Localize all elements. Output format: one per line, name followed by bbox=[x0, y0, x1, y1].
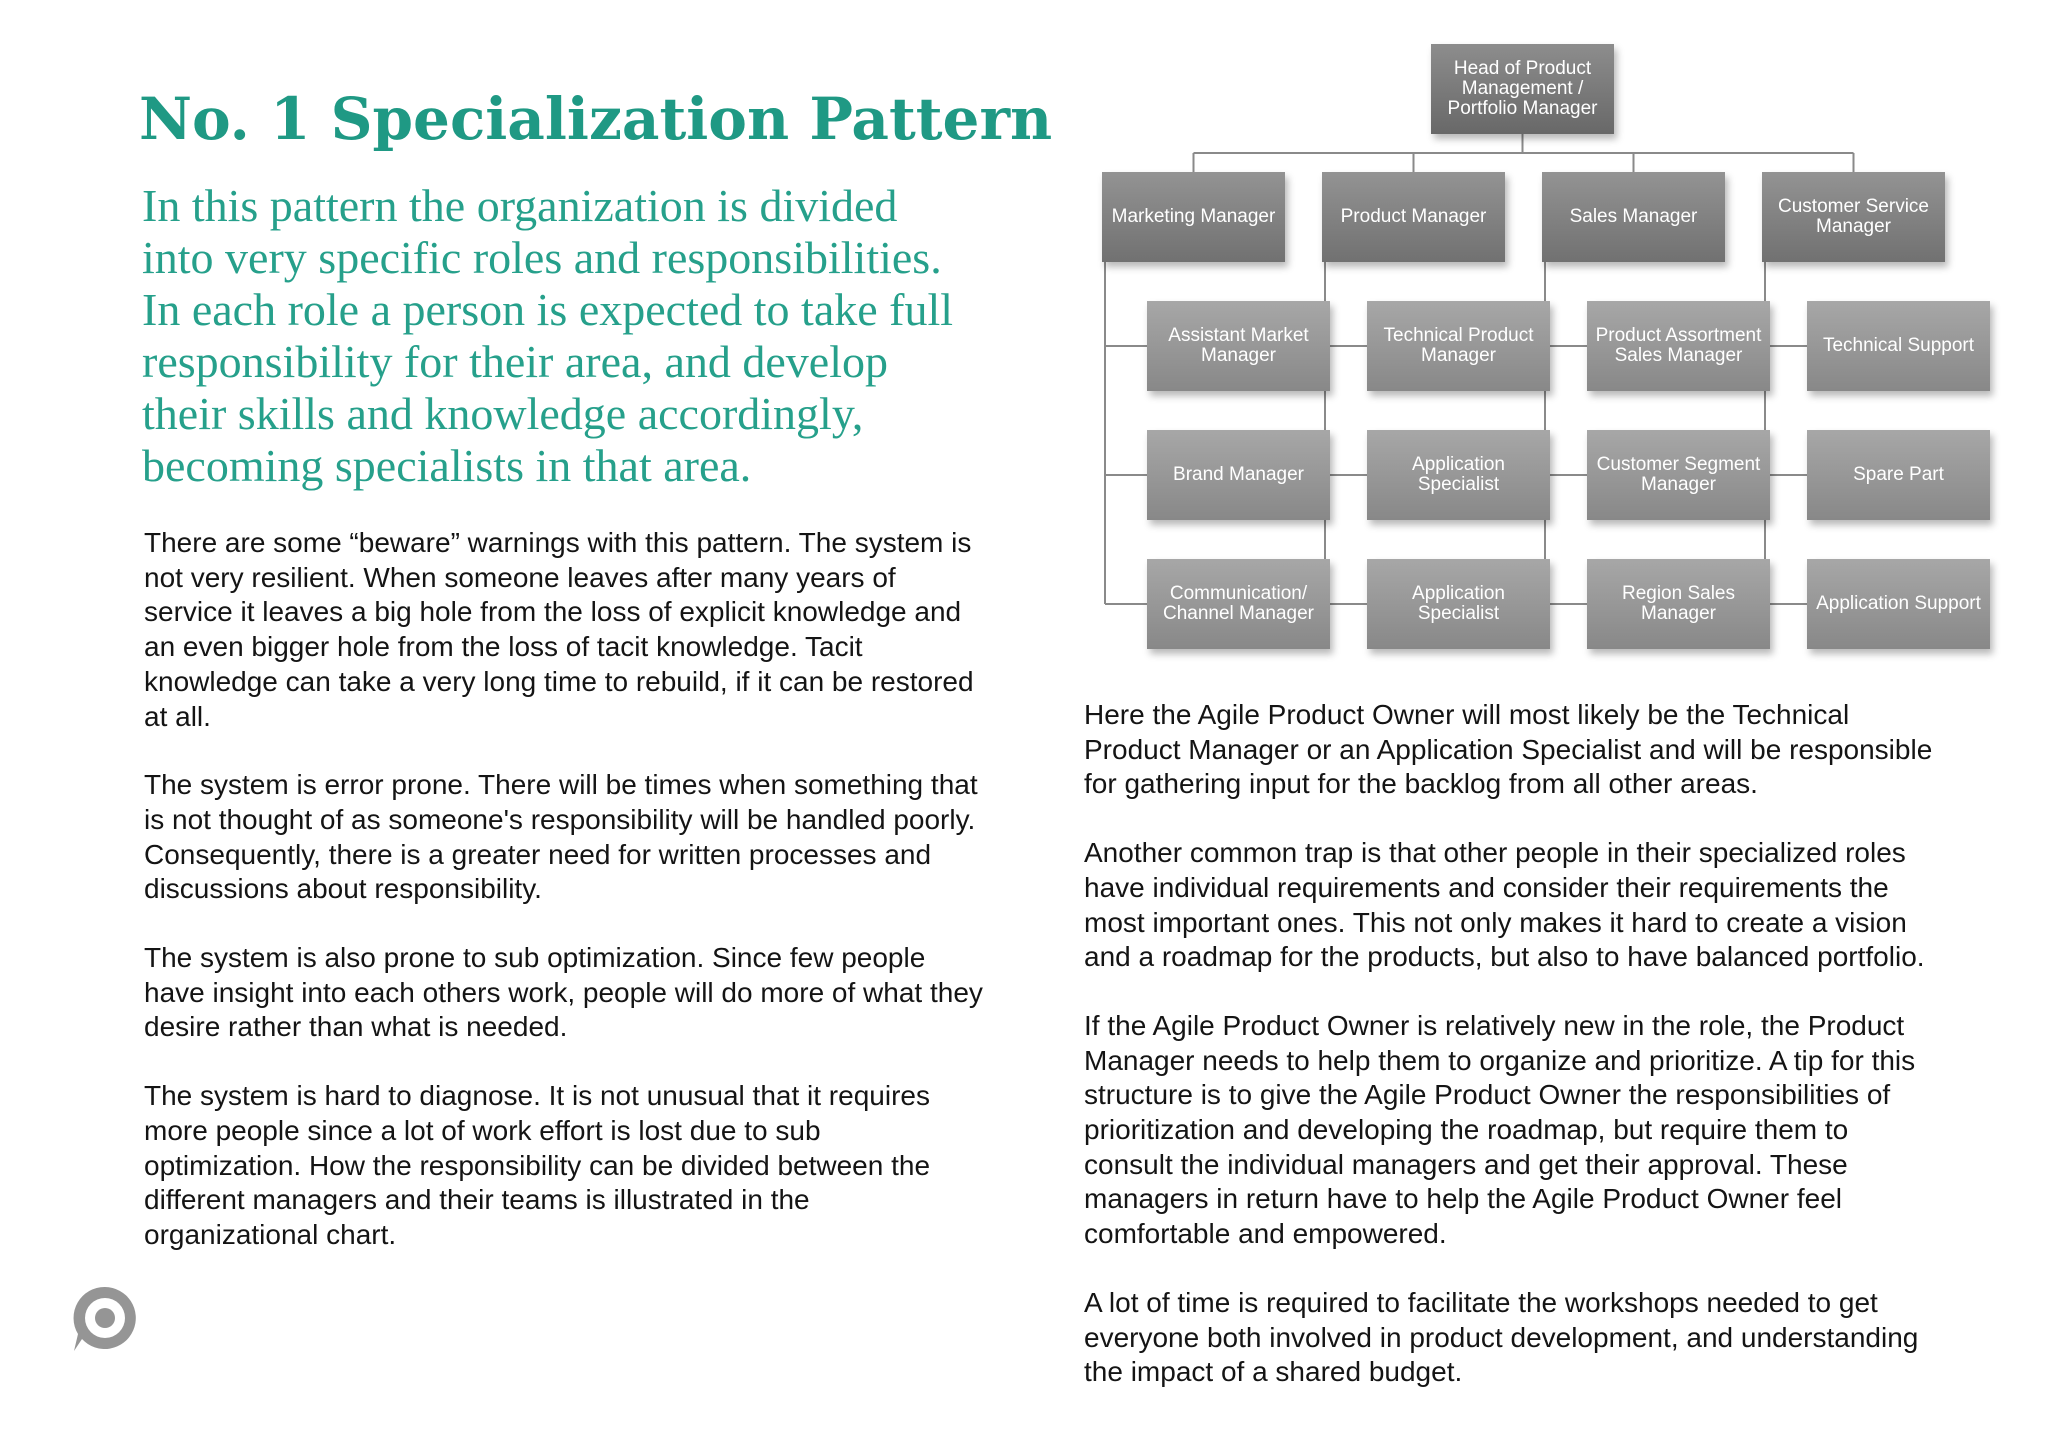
org-node-report bbox=[1367, 301, 1550, 391]
org-node-report bbox=[1587, 430, 1770, 520]
intro-line: becoming specialists in that area. bbox=[142, 440, 752, 491]
text-line: not very resilient. When someone leaves after many years of bbox=[144, 561, 896, 593]
paragraph bbox=[144, 526, 1044, 734]
node-label: Brand Manager bbox=[1173, 464, 1304, 485]
text-line: Manager needs to help them to organize and prioritize. A tip for this bbox=[1084, 1044, 1916, 1076]
text-line: more people since a lot of work effort is lost due to sub bbox=[144, 1114, 821, 1146]
node-label: Product Assortment bbox=[1595, 325, 1762, 346]
text-line: at all. bbox=[144, 700, 211, 732]
node-label: Specialist bbox=[1417, 603, 1500, 624]
node-label: Manager bbox=[1641, 474, 1716, 495]
text-line: The system is hard to diagnose. It is not unusual that it requires bbox=[144, 1080, 930, 1112]
node-label: Marketing Manager bbox=[1111, 206, 1276, 227]
org-node-head bbox=[1431, 44, 1614, 134]
text-line: discussions about responsibility. bbox=[144, 873, 542, 905]
intro-line: In each role a person is expected to take full bbox=[142, 284, 954, 335]
node-label: Manager bbox=[1816, 216, 1891, 237]
text-line: optimization. How the responsibility can be divided between the bbox=[144, 1149, 931, 1181]
node-label: Application bbox=[1412, 583, 1505, 604]
paragraph bbox=[1084, 1009, 2004, 1252]
org-node-report bbox=[1587, 301, 1770, 391]
node-label: Specialist bbox=[1417, 474, 1500, 495]
node-label: Management / bbox=[1461, 78, 1584, 99]
node-label: Sales Manager bbox=[1569, 206, 1698, 227]
text-line: A lot of time is required to facilitate the workshops needed to get bbox=[1084, 1286, 1878, 1318]
org-node-manager bbox=[1322, 172, 1505, 262]
node-label: Manager bbox=[1421, 345, 1496, 366]
paragraph bbox=[1084, 1286, 2004, 1390]
text-line: The system is also prone to sub optimization. Since few people bbox=[144, 942, 926, 974]
org-node-manager bbox=[1542, 172, 1725, 262]
text-line: Another common trap is that other people in their specialized roles bbox=[1084, 837, 1906, 869]
paragraph bbox=[144, 941, 1044, 1045]
org-node-report bbox=[1807, 430, 1990, 520]
node-label: Product Manager bbox=[1340, 206, 1487, 227]
text-line: The system is error prone. There will be times when something that bbox=[144, 769, 978, 801]
intro-line: In this pattern the organization is divided bbox=[142, 180, 898, 231]
text-line: the impact of a shared budget. bbox=[1084, 1356, 1463, 1388]
node-label: Manager bbox=[1641, 603, 1716, 624]
intro-line: into very specific roles and responsibilities. bbox=[142, 232, 942, 283]
text-line: There are some “beware” warnings with this pattern. The system is bbox=[144, 527, 972, 558]
intro-line: their skills and knowledge accordingly, bbox=[142, 388, 864, 439]
left-column-text bbox=[144, 526, 1044, 1287]
org-node-report bbox=[1147, 430, 1330, 520]
paragraph bbox=[144, 1079, 1044, 1253]
text-line: Product Manager or an Application Specialist and will be responsible bbox=[1084, 733, 1933, 765]
text-line: knowledge can take a very long time to rebuild, if it can be restored bbox=[144, 665, 974, 697]
node-label: Assistant Market bbox=[1168, 325, 1309, 346]
node-label: Communication/ bbox=[1169, 583, 1308, 604]
node-label: Channel Manager bbox=[1162, 603, 1315, 624]
node-label: Spare Part bbox=[1853, 464, 1944, 485]
paragraph bbox=[1084, 698, 2004, 802]
org-node-report bbox=[1807, 559, 1990, 649]
text-line: different managers and their teams is illustrated in the bbox=[144, 1184, 810, 1216]
text-line: structure is to give the Agile Product Owner the responsibilities of bbox=[1084, 1079, 1891, 1111]
text-line: organizational chart. bbox=[144, 1218, 397, 1250]
org-node-manager bbox=[1762, 172, 1945, 262]
node-label: Application Support bbox=[1816, 593, 1981, 614]
intro-text bbox=[142, 180, 1022, 492]
paragraph bbox=[144, 768, 1044, 907]
text-line: prioritization and developing the roadmap, but require them to bbox=[1084, 1114, 1849, 1146]
text-line: have insight into each others work, people will do more of what they bbox=[144, 976, 983, 1008]
text-line: consult the individual managers and get their approval. These bbox=[1084, 1148, 1848, 1180]
org-node-manager bbox=[1102, 172, 1285, 262]
org-node-report bbox=[1807, 301, 1990, 391]
text-line: Consequently, there is a greater need for written processes and bbox=[144, 838, 932, 870]
right-column-text bbox=[1084, 698, 2004, 1424]
text-line: desire rather than what is needed. bbox=[144, 1011, 568, 1043]
org-node-report bbox=[1147, 301, 1330, 391]
org-chart bbox=[1090, 40, 2010, 660]
org-node-report bbox=[1587, 559, 1770, 649]
intro-line: responsibility for their area, and develop bbox=[142, 336, 888, 387]
paragraph bbox=[1084, 836, 2004, 975]
node-label: Sales Manager bbox=[1614, 345, 1743, 366]
text-line: service it leaves a big hole from the loss of explicit knowledge and bbox=[144, 596, 962, 628]
org-node-report bbox=[1147, 559, 1330, 649]
node-label: Customer Service bbox=[1778, 196, 1929, 217]
org-node-report bbox=[1367, 559, 1550, 649]
text-line: most important ones. This not only makes it hard to create a vision bbox=[1084, 906, 1907, 938]
node-label: Customer Segment bbox=[1596, 454, 1761, 475]
text-line: comfortable and empowered. bbox=[1084, 1218, 1447, 1250]
node-label: Technical Product bbox=[1383, 325, 1534, 346]
text-line: is not thought of as someone's responsibility will be handled poorly. bbox=[144, 803, 976, 835]
node-label: Head of Product bbox=[1453, 58, 1592, 79]
page-title: No. 1 Specialization Pattern bbox=[139, 85, 1053, 153]
text-line: an even bigger hole from the loss of tacit knowledge. Tacit bbox=[144, 631, 863, 663]
org-node-report bbox=[1367, 430, 1550, 520]
text-line: for gathering input for the backlog from all other areas. bbox=[1084, 768, 1758, 800]
text-line: Here the Agile Product Owner will most likely be the Technical bbox=[1084, 699, 1850, 730]
node-label: Technical Support bbox=[1822, 335, 1975, 356]
text-line: and a roadmap for the products, but also to have balanced portfolio. bbox=[1084, 941, 1925, 973]
text-line: If the Agile Product Owner is relatively new in the role, the Product bbox=[1084, 1009, 1905, 1041]
speech-bubble-target-icon bbox=[70, 1284, 140, 1354]
text-line: have individual requirements and consider their requirements the bbox=[1084, 871, 1889, 903]
text-line: managers in return have to help the Agile Product Owner feel bbox=[1084, 1183, 1842, 1215]
node-label: Region Sales bbox=[1621, 583, 1736, 604]
text-line: everyone both involved in product development, and understanding bbox=[1084, 1321, 1919, 1353]
node-label: Manager bbox=[1201, 345, 1276, 366]
node-label: Portfolio Manager bbox=[1447, 98, 1598, 119]
node-label: Application bbox=[1412, 454, 1505, 475]
